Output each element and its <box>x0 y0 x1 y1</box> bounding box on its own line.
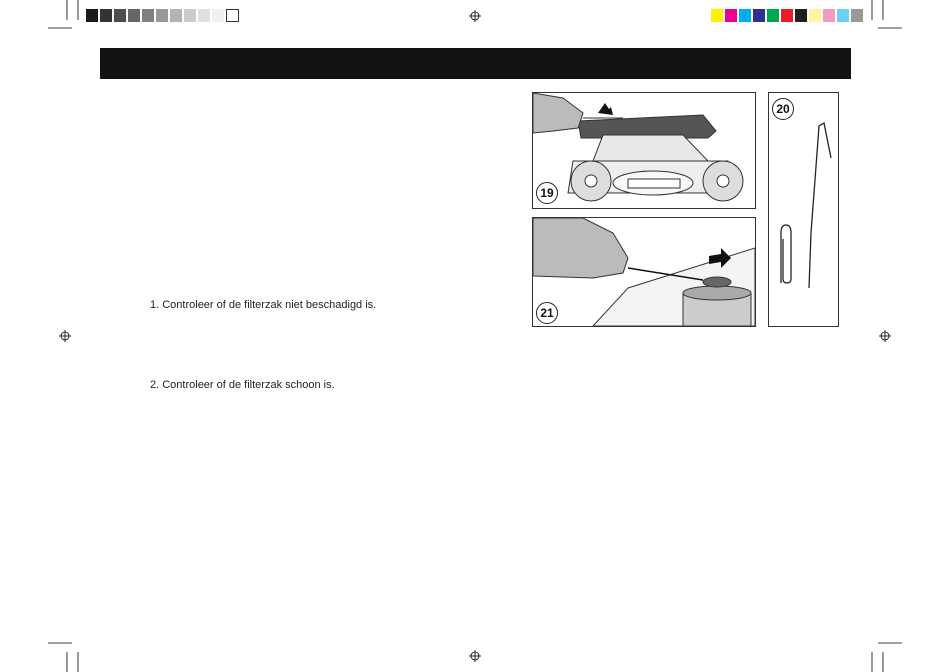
instruction-step-2: 2. Controleer of de filterzak schoon is. <box>150 379 335 391</box>
paperclip-wire-illustration <box>769 93 838 326</box>
arrow-icon <box>598 103 613 115</box>
figure-number-21: 21 <box>536 302 558 324</box>
figure-21 <box>532 217 756 327</box>
figure-19 <box>532 92 756 209</box>
section-header-bar <box>100 48 851 79</box>
vacuum-top-view-illustration <box>533 93 755 208</box>
instruction-step-1: 1. Controleer of de filterzak niet beschadigd is. <box>150 299 377 311</box>
figure-number-20: 20 <box>772 98 794 120</box>
figure-number-19: 19 <box>536 182 558 204</box>
registration-mark-icon <box>59 10 891 662</box>
figure-20 <box>768 92 839 327</box>
filter-removal-illustration <box>533 218 755 326</box>
